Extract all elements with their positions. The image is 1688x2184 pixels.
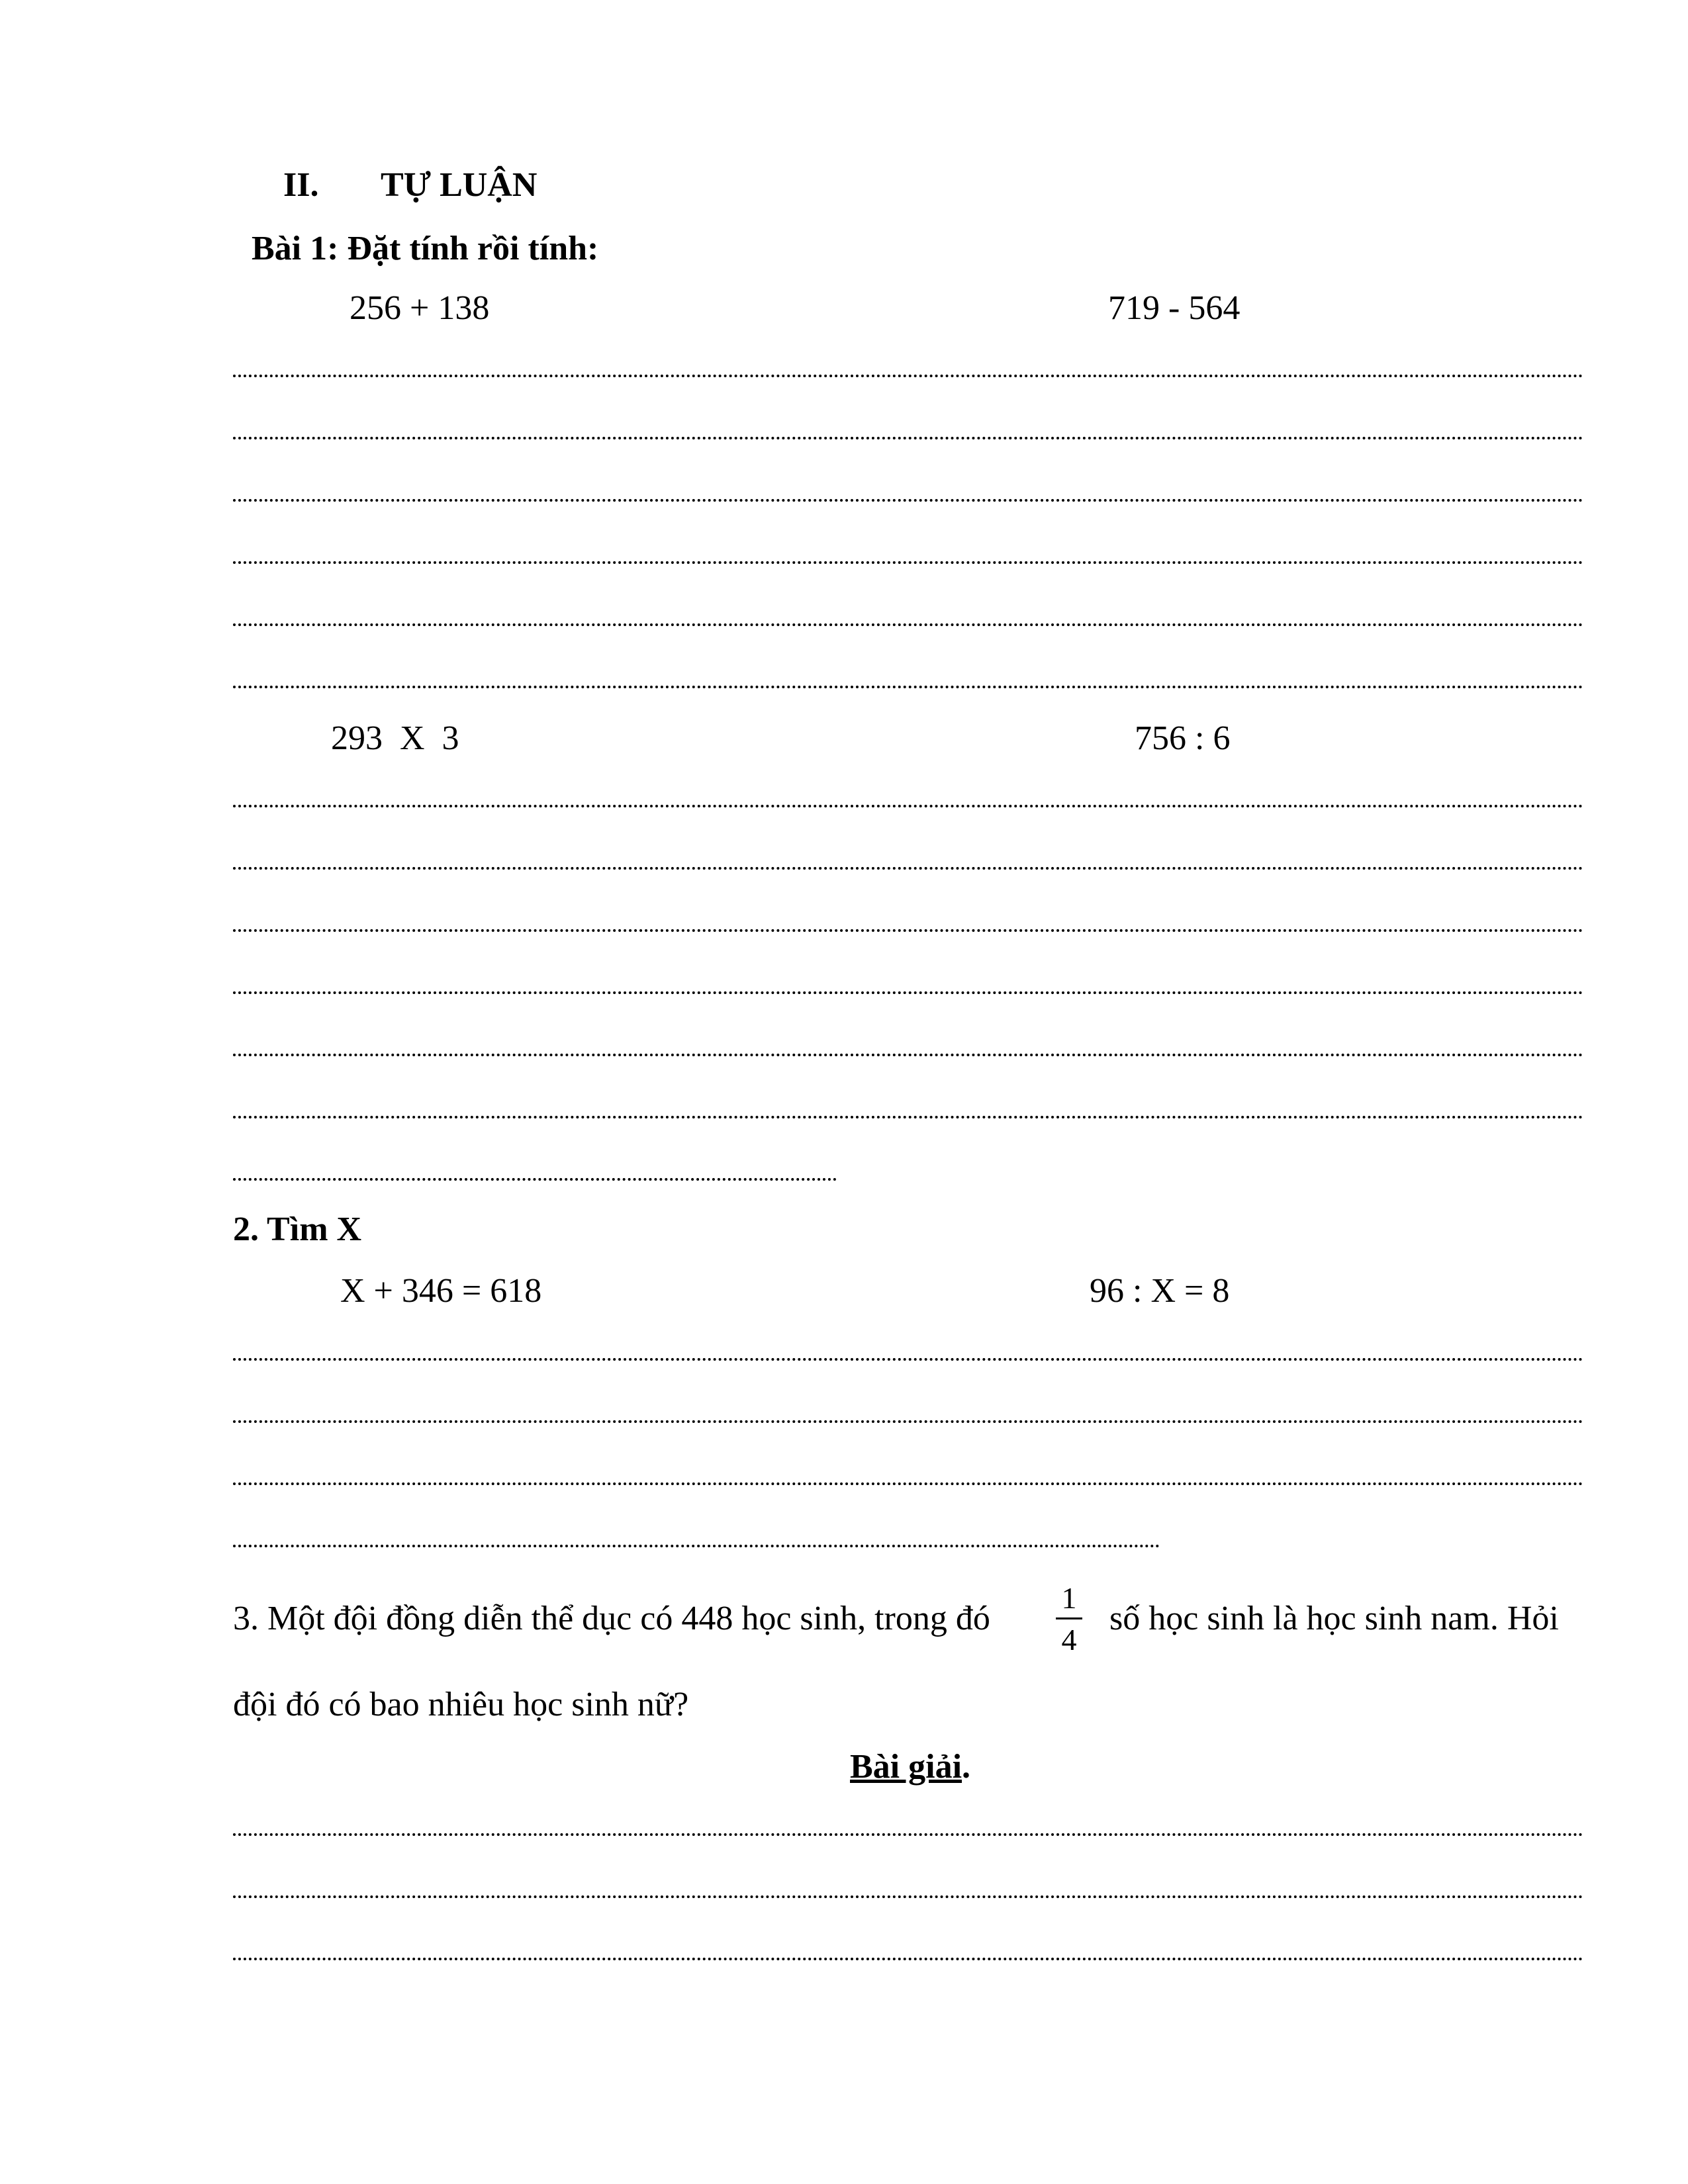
answer-line[interactable]	[233, 375, 1583, 377]
answer-line[interactable]	[233, 1358, 1583, 1361]
section-numeral: II.	[283, 166, 319, 204]
answer-line[interactable]	[233, 1958, 1583, 1960]
answer-line[interactable]	[233, 1833, 1583, 1836]
bai1-expr-subtraction: 719 - 564	[1108, 289, 1241, 327]
solution-heading	[850, 1750, 970, 1784]
bai3-text-after-fraction: số học sinh là học sinh nam. Hỏi	[1109, 1600, 1559, 1637]
bai1-heading: Bài 1: Đặt tính rồi tính:	[252, 230, 599, 267]
bai1-expr-addition: 256 + 138	[350, 289, 490, 327]
bai1-expr-multiplication: 293 X 3	[331, 719, 459, 757]
answer-line[interactable]	[233, 991, 1583, 994]
section-title: TỰ LUẬN	[381, 166, 538, 204]
solution-label: Bài giải	[850, 1748, 962, 1786]
answer-line[interactable]	[233, 867, 1583, 870]
bai2-equation-2: 96 : X = 8	[1090, 1272, 1230, 1310]
fraction-one-quarter	[1056, 1583, 1082, 1655]
answer-line[interactable]	[233, 437, 1583, 439]
answer-line[interactable]	[233, 1420, 1583, 1423]
bai3-question-line2: đội đó có bao nhiêu học sinh nữ?	[233, 1686, 689, 1723]
bai2-equation-1: X + 346 = 618	[340, 1272, 542, 1310]
bai2-heading: 2. Tìm X	[233, 1210, 362, 1248]
answer-line[interactable]	[233, 1116, 1583, 1118]
fraction-bar	[1056, 1617, 1082, 1619]
answer-line-short[interactable]	[233, 1545, 1160, 1547]
answer-line[interactable]	[233, 686, 1583, 688]
fraction-denominator: 4	[1061, 1623, 1077, 1657]
fraction-numerator: 1	[1061, 1581, 1077, 1615]
bai1-expr-division: 756 : 6	[1135, 719, 1231, 757]
answer-line[interactable]	[233, 1482, 1583, 1485]
answer-line[interactable]	[233, 929, 1583, 932]
answer-line[interactable]	[233, 1895, 1583, 1898]
answer-line[interactable]	[233, 1054, 1583, 1056]
answer-line-short[interactable]	[233, 1178, 837, 1181]
answer-line[interactable]	[233, 623, 1583, 626]
solution-suffix: .	[962, 1748, 971, 1786]
answer-line[interactable]	[233, 499, 1583, 502]
answer-line[interactable]	[233, 805, 1583, 807]
answer-line[interactable]	[233, 561, 1583, 564]
bai3-text-before-fraction: 3. Một đội đồng diễn thể dục có 448 học sinh, trong đó	[233, 1600, 990, 1637]
